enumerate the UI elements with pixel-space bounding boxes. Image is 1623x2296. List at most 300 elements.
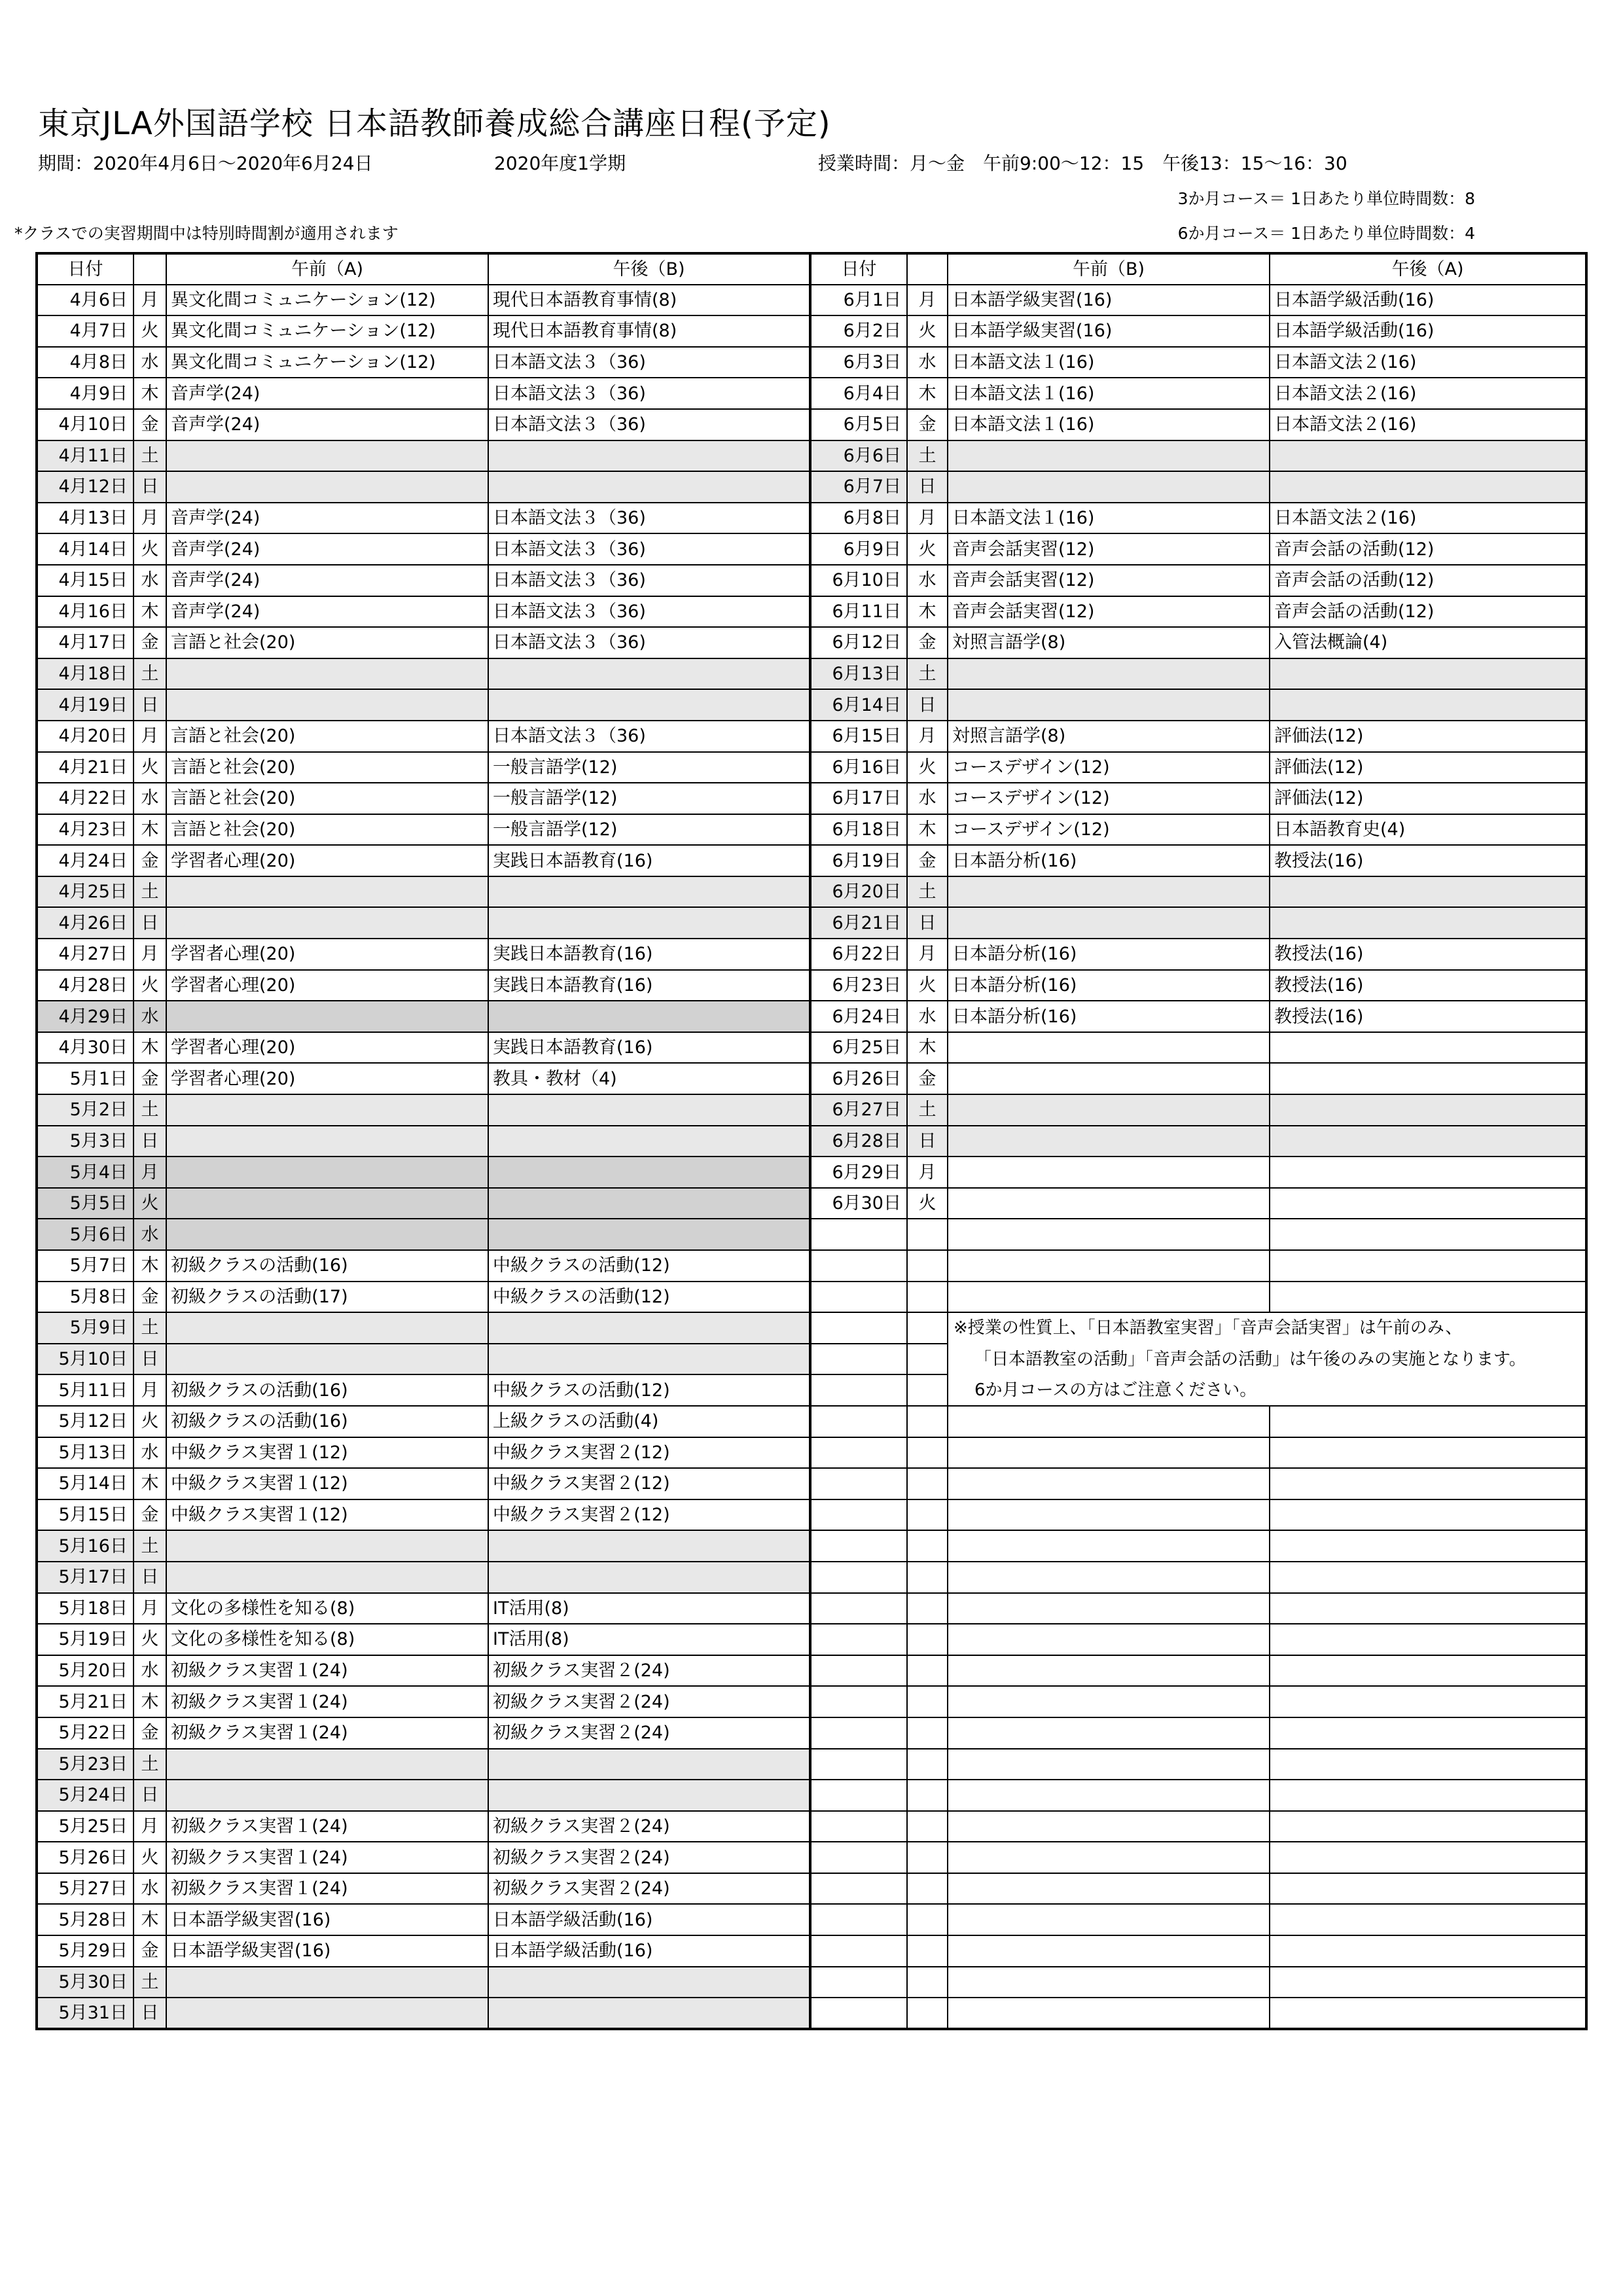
right-am-cell: 対照言語学(8) [948, 627, 1270, 658]
right-date-cell: 6月11日 [810, 596, 907, 628]
left-am-cell: 中級クラス実習１(12) [166, 1468, 488, 1499]
right-pm-cell [1270, 1530, 1586, 1562]
left-dow-cell: 木 [134, 378, 166, 409]
left-am-cell: 初級クラスの活動(16) [166, 1374, 488, 1406]
left-date-cell: 5月29日 [37, 1935, 134, 1967]
left-date-cell: 5月8日 [37, 1282, 134, 1313]
left-pm-cell: 実践日本語教育(16) [488, 939, 810, 970]
right-dow-cell: 木 [907, 814, 948, 846]
right-am-cell: 日本語文法１(16) [948, 503, 1270, 534]
left-am-cell [166, 1562, 488, 1593]
right-dow-cell: 火 [907, 970, 948, 1001]
schedule-row [37, 907, 1586, 939]
left-dow-cell: 水 [134, 565, 166, 596]
left-am-cell [166, 689, 488, 721]
schedule-row [37, 1655, 1586, 1687]
left-pm-cell [488, 1126, 810, 1157]
left-dow-cell: 水 [134, 1437, 166, 1469]
right-am-cell [948, 1593, 1270, 1624]
left-dow-cell: 木 [134, 814, 166, 846]
right-am-cell [948, 1624, 1270, 1655]
right-date-cell [810, 1624, 907, 1655]
schedule-row [37, 1437, 1586, 1469]
right-date-cell [810, 1499, 907, 1531]
left-pm-cell [488, 1344, 810, 1375]
right-pm-cell [1270, 1935, 1586, 1967]
left-am-cell: 日本語学級実習(16) [166, 1904, 488, 1935]
schedule-row [37, 1468, 1586, 1499]
right-date-cell [810, 1998, 907, 2029]
schedule-row [37, 1998, 1586, 2029]
left-am-cell: 言語と社会(20) [166, 783, 488, 814]
right-pm-cell: 音声会話の活動(12) [1270, 565, 1586, 596]
right-am-cell [948, 907, 1270, 939]
right-dow-cell [907, 1967, 948, 1998]
right-pm-cell [1270, 1406, 1586, 1437]
schedule-row [37, 876, 1586, 908]
left-date-cell: 5月21日 [37, 1686, 134, 1717]
right-pm-cell [1270, 1437, 1586, 1469]
left-dow-cell: 木 [134, 1250, 166, 1282]
right-am-cell [948, 1686, 1270, 1717]
left-pm-cell [488, 1094, 810, 1126]
left-dow-cell: 土 [134, 440, 166, 472]
right-dow-cell [907, 1998, 948, 2029]
right-am-cell [948, 471, 1270, 503]
right-pm-cell: 日本語学級活動(16) [1270, 315, 1586, 347]
schedule-row [37, 1499, 1586, 1531]
left-date-cell: 4月13日 [37, 503, 134, 534]
left-dow-cell: 火 [134, 315, 166, 347]
right-date-cell [810, 1530, 907, 1562]
right-pm-cell [1270, 876, 1586, 908]
left-dow-cell: 木 [134, 596, 166, 628]
right-pm-cell [1270, 907, 1586, 939]
left-date-cell: 5月9日 [37, 1312, 134, 1344]
left-dow-cell: 土 [134, 1749, 166, 1780]
right-date-cell: 6月25日 [810, 1032, 907, 1064]
left-date-cell: 4月19日 [37, 689, 134, 721]
schedule-row [37, 1717, 1586, 1749]
left-dow-cell: 日 [134, 471, 166, 503]
right-pm-cell: 日本語文法２(16) [1270, 378, 1586, 409]
left-am-cell: 中級クラス実習１(12) [166, 1437, 488, 1469]
schedule-row [37, 1530, 1586, 1562]
left-dow-cell: 木 [134, 1032, 166, 1064]
header-row [37, 253, 1586, 285]
left-dow-cell: 金 [134, 1282, 166, 1313]
left-date-cell: 5月16日 [37, 1530, 134, 1562]
right-dow-cell [907, 1374, 948, 1406]
left-dow-cell: 木 [134, 1468, 166, 1499]
left-date-cell: 5月14日 [37, 1468, 134, 1499]
right-pm-cell: 音声会話の活動(12) [1270, 533, 1586, 565]
left-dow-cell: 月 [134, 285, 166, 316]
right-pm-cell: 評価法(12) [1270, 783, 1586, 814]
schedule-row [37, 1094, 1586, 1126]
left-am-cell: 音声学(24) [166, 378, 488, 409]
right-am-cell [948, 1499, 1270, 1531]
left-date-cell: 5月26日 [37, 1842, 134, 1873]
left-date-cell: 5月27日 [37, 1873, 134, 1905]
left-pm-cell: IT活用(8) [488, 1593, 810, 1624]
col-header-dow-left [134, 253, 166, 285]
left-pm-cell: 現代日本語教育事情(8) [488, 285, 810, 316]
left-date-cell: 5月18日 [37, 1593, 134, 1624]
right-date-cell [810, 1904, 907, 1935]
left-date-cell: 4月10日 [37, 409, 134, 440]
right-pm-cell [1270, 1998, 1586, 2029]
right-am-cell [948, 1437, 1270, 1469]
schedule-row [37, 409, 1586, 440]
right-am-cell [948, 1780, 1270, 1811]
right-am-cell: 日本語文法１(16) [948, 378, 1270, 409]
left-dow-cell: 月 [134, 1811, 166, 1842]
schedule-row [37, 1344, 1586, 1375]
left-am-cell: 異文化間コミュニケーション(12) [166, 315, 488, 347]
left-am-cell: 音声学(24) [166, 565, 488, 596]
schedule-row [37, 1282, 1586, 1313]
right-pm-cell [1270, 1717, 1586, 1749]
right-pm-cell: 評価法(12) [1270, 721, 1586, 752]
left-pm-cell: 中級クラス実習２(12) [488, 1468, 810, 1499]
schedule-row [37, 1001, 1586, 1032]
left-date-cell: 5月1日 [37, 1063, 134, 1094]
left-am-cell [166, 1312, 488, 1344]
schedule-row [37, 1157, 1586, 1188]
right-date-cell [810, 1282, 907, 1313]
schedule-row [37, 1935, 1586, 1967]
right-pm-cell [1270, 1499, 1586, 1531]
right-dow-cell: 水 [907, 347, 948, 378]
left-pm-cell [488, 689, 810, 721]
left-am-cell: 異文化間コミュニケーション(12) [166, 347, 488, 378]
right-dow-cell: 土 [907, 440, 948, 472]
left-am-cell: 音声学(24) [166, 503, 488, 534]
left-dow-cell: 月 [134, 1374, 166, 1406]
right-pm-cell [1270, 1811, 1586, 1842]
right-date-cell: 6月30日 [810, 1188, 907, 1219]
right-am-cell: 日本語分析(16) [948, 939, 1270, 970]
right-pm-cell [1270, 1282, 1586, 1313]
left-dow-cell: 金 [134, 845, 166, 876]
left-am-cell [166, 1998, 488, 2029]
right-pm-cell [1270, 1063, 1586, 1094]
left-am-cell [166, 1749, 488, 1780]
right-dow-cell [907, 1624, 948, 1655]
right-pm-cell [1270, 471, 1586, 503]
left-date-cell: 5月23日 [37, 1749, 134, 1780]
left-am-cell: 言語と社会(20) [166, 627, 488, 658]
left-date-cell: 5月17日 [37, 1562, 134, 1593]
right-date-cell: 6月27日 [810, 1094, 907, 1126]
left-date-cell: 5月6日 [37, 1219, 134, 1250]
right-date-cell: 6月6日 [810, 440, 907, 472]
left-pm-cell [488, 1001, 810, 1032]
right-date-cell: 6月1日 [810, 285, 907, 316]
right-dow-cell: 土 [907, 1094, 948, 1126]
right-dow-cell: 月 [907, 285, 948, 316]
schedule-row [37, 752, 1586, 783]
right-pm-cell [1270, 689, 1586, 721]
schedule-row [37, 347, 1586, 378]
right-am-cell: 音声会話実習(12) [948, 533, 1270, 565]
left-pm-cell [488, 876, 810, 908]
schedule-row [37, 533, 1586, 565]
left-date-cell: 4月16日 [37, 596, 134, 628]
right-pm-cell [1270, 1250, 1586, 1282]
term-text: 2020年度1学期 [494, 152, 626, 174]
schedule-row [37, 1967, 1586, 1998]
right-date-cell [810, 1780, 907, 1811]
left-date-cell: 5月5日 [37, 1188, 134, 1219]
right-date-cell: 6月21日 [810, 907, 907, 939]
left-pm-cell: 日本語文法３（36) [488, 596, 810, 628]
right-date-cell [810, 1406, 907, 1437]
special-note-text: *クラスでの実習期間中は特別時間割が適用されます [14, 224, 399, 243]
left-am-cell [166, 1157, 488, 1188]
left-pm-cell: 中級クラスの活動(12) [488, 1374, 810, 1406]
schedule-row [37, 1188, 1586, 1219]
right-am-cell: 音声会話実習(12) [948, 596, 1270, 628]
left-dow-cell: 金 [134, 1499, 166, 1531]
left-pm-cell [488, 1562, 810, 1593]
left-pm-cell [488, 1312, 810, 1344]
col-header-pm-right: 午後（A) [1270, 253, 1586, 285]
col-header-am-left: 午前（A) [166, 253, 488, 285]
right-am-cell [948, 1468, 1270, 1499]
right-date-cell [810, 1593, 907, 1624]
left-pm-cell: 日本語文法３（36) [488, 503, 810, 534]
schedule-row [37, 1219, 1586, 1250]
left-pm-cell: 実践日本語教育(16) [488, 1032, 810, 1064]
schedule-row [37, 1406, 1586, 1437]
right-dow-cell [907, 1219, 948, 1250]
schedule-row [37, 658, 1586, 690]
left-date-cell: 4月21日 [37, 752, 134, 783]
schedule-row [37, 565, 1586, 596]
right-pm-cell: 入管法概論(4) [1270, 627, 1586, 658]
left-pm-cell [488, 1749, 810, 1780]
right-am-cell [948, 1811, 1270, 1842]
right-dow-cell [907, 1562, 948, 1593]
right-dow-cell: 水 [907, 783, 948, 814]
right-am-cell [948, 1219, 1270, 1250]
schedule-row [37, 1312, 1586, 1344]
right-dow-cell: 月 [907, 721, 948, 752]
left-dow-cell: 日 [134, 1126, 166, 1157]
right-pm-cell [1270, 1094, 1586, 1126]
left-date-cell: 5月28日 [37, 1904, 134, 1935]
left-dow-cell: 火 [134, 1624, 166, 1655]
right-dow-cell: 日 [907, 1126, 948, 1157]
right-dow-cell: 火 [907, 1188, 948, 1219]
left-dow-cell: 日 [134, 1780, 166, 1811]
schedule-row [37, 315, 1586, 347]
right-pm-cell [1270, 1188, 1586, 1219]
right-date-cell: 6月26日 [810, 1063, 907, 1094]
left-date-cell: 4月26日 [37, 907, 134, 939]
right-dow-cell [907, 1811, 948, 1842]
right-am-cell [948, 1749, 1270, 1780]
left-am-cell: 初級クラス実習１(24) [166, 1655, 488, 1687]
right-dow-cell: 火 [907, 315, 948, 347]
right-am-cell [948, 1530, 1270, 1562]
right-dow-cell: 金 [907, 1063, 948, 1094]
left-dow-cell: 水 [134, 1219, 166, 1250]
left-pm-cell: 中級クラス実習２(12) [488, 1437, 810, 1469]
left-pm-cell [488, 1219, 810, 1250]
left-date-cell: 5月24日 [37, 1780, 134, 1811]
right-date-cell: 6月20日 [810, 876, 907, 908]
left-pm-cell: 実践日本語教育(16) [488, 970, 810, 1001]
right-date-cell [810, 1842, 907, 1873]
right-dow-cell: 木 [907, 596, 948, 628]
left-am-cell [166, 1126, 488, 1157]
right-am-cell: 音声会話実習(12) [948, 565, 1270, 596]
left-am-cell: 初級クラス実習１(24) [166, 1842, 488, 1873]
schedule-row [37, 471, 1586, 503]
left-pm-cell: 初級クラス実習２(24) [488, 1842, 810, 1873]
right-am-cell [948, 1904, 1270, 1935]
notice-line: 6か月コースの方はご注意ください。 [948, 1374, 1586, 1406]
right-dow-cell: 金 [907, 627, 948, 658]
right-date-cell [810, 1686, 907, 1717]
left-am-cell [166, 1094, 488, 1126]
left-dow-cell: 火 [134, 533, 166, 565]
right-date-cell: 6月19日 [810, 845, 907, 876]
right-am-cell: 日本語学級実習(16) [948, 285, 1270, 316]
right-am-cell [948, 1842, 1270, 1873]
left-date-cell: 4月14日 [37, 533, 134, 565]
left-am-cell: 日本語学級実習(16) [166, 1935, 488, 1967]
left-am-cell: 文化の多様性を知る(8) [166, 1593, 488, 1624]
right-dow-cell: 木 [907, 1032, 948, 1064]
right-date-cell: 6月5日 [810, 409, 907, 440]
right-pm-cell [1270, 1842, 1586, 1873]
left-dow-cell: 金 [134, 627, 166, 658]
right-pm-cell: 音声会話の活動(12) [1270, 596, 1586, 628]
right-date-cell [810, 1468, 907, 1499]
right-am-cell: 対照言語学(8) [948, 721, 1270, 752]
left-pm-cell [488, 658, 810, 690]
schedule-row [37, 783, 1586, 814]
left-date-cell: 4月20日 [37, 721, 134, 752]
period-text: 期間：2020年4月6日～2020年6月24日 [38, 152, 373, 174]
right-dow-cell [907, 1842, 948, 1873]
right-pm-cell [1270, 1655, 1586, 1687]
right-date-cell [810, 1749, 907, 1780]
schedule-row [37, 596, 1586, 628]
right-am-cell [948, 1032, 1270, 1064]
left-pm-cell [488, 440, 810, 472]
schedule-row [37, 1749, 1586, 1780]
right-date-cell: 6月9日 [810, 533, 907, 565]
left-am-cell: 言語と社会(20) [166, 814, 488, 846]
right-dow-cell [907, 1344, 948, 1375]
left-dow-cell: 日 [134, 1562, 166, 1593]
left-dow-cell: 日 [134, 907, 166, 939]
right-am-cell: 日本語分析(16) [948, 970, 1270, 1001]
schedule-row [37, 939, 1586, 970]
left-am-cell [166, 1530, 488, 1562]
left-pm-cell [488, 1780, 810, 1811]
schedule-row [37, 285, 1586, 316]
right-am-cell: 日本語文法１(16) [948, 409, 1270, 440]
left-dow-cell: 日 [134, 1344, 166, 1375]
right-dow-cell: 水 [907, 1001, 948, 1032]
right-pm-cell [1270, 1624, 1586, 1655]
right-pm-cell: 評価法(12) [1270, 752, 1586, 783]
left-date-cell: 5月30日 [37, 1967, 134, 1998]
left-am-cell: 言語と社会(20) [166, 721, 488, 752]
right-am-cell [948, 1063, 1270, 1094]
schedule-row [37, 1842, 1586, 1873]
schedule-row [37, 845, 1586, 876]
right-dow-cell [907, 1935, 948, 1967]
left-am-cell [166, 440, 488, 472]
left-am-cell [166, 1001, 488, 1032]
schedule-row [37, 814, 1586, 846]
right-date-cell: 6月23日 [810, 970, 907, 1001]
right-am-cell [948, 1562, 1270, 1593]
right-date-cell: 6月18日 [810, 814, 907, 846]
left-dow-cell: 水 [134, 783, 166, 814]
left-am-cell [166, 1967, 488, 1998]
left-date-cell: 4月15日 [37, 565, 134, 596]
left-date-cell: 4月7日 [37, 315, 134, 347]
notice-line: 「日本語教室の活動」「音声会話の活動」は午後のみの実施となります。 [948, 1344, 1586, 1375]
right-pm-cell: 日本語文法２(16) [1270, 347, 1586, 378]
schedule-row [37, 1873, 1586, 1905]
right-dow-cell: 金 [907, 845, 948, 876]
left-am-cell: 初級クラスの活動(16) [166, 1406, 488, 1437]
schedule-row [37, 378, 1586, 409]
left-pm-cell: 日本語文法３（36) [488, 347, 810, 378]
left-am-cell: 初級クラスの活動(16) [166, 1250, 488, 1282]
left-date-cell: 5月22日 [37, 1717, 134, 1749]
right-pm-cell [1270, 658, 1586, 690]
right-pm-cell [1270, 1032, 1586, 1064]
right-am-cell: 日本語分析(16) [948, 1001, 1270, 1032]
col-header-am-right: 午前（B) [948, 253, 1270, 285]
right-dow-cell [907, 1282, 948, 1313]
left-dow-cell: 土 [134, 1094, 166, 1126]
right-am-cell: 日本語文法１(16) [948, 347, 1270, 378]
left-am-cell: 異文化間コミュニケーション(12) [166, 285, 488, 316]
right-date-cell: 6月29日 [810, 1157, 907, 1188]
right-date-cell [810, 1312, 907, 1344]
right-date-cell: 6月28日 [810, 1126, 907, 1157]
left-am-cell: 初級クラスの活動(17) [166, 1282, 488, 1313]
left-pm-cell: 実践日本語教育(16) [488, 845, 810, 876]
left-pm-cell: 日本語文法３（36) [488, 627, 810, 658]
left-date-cell: 5月13日 [37, 1437, 134, 1469]
schedule-row [37, 627, 1586, 658]
right-dow-cell: 金 [907, 409, 948, 440]
right-dow-cell: 土 [907, 876, 948, 908]
right-am-cell [948, 689, 1270, 721]
left-dow-cell: 土 [134, 876, 166, 908]
left-pm-cell: 日本語文法３（36) [488, 565, 810, 596]
schedule-table [35, 252, 1588, 2030]
right-dow-cell [907, 1468, 948, 1499]
class-hours-text: 授業時間：月～金 午前9:00～12：15 午後13：15～16：30 [818, 152, 1347, 174]
left-am-cell [166, 1344, 488, 1375]
left-dow-cell: 日 [134, 1998, 166, 2029]
left-am-cell: 学習者心理(20) [166, 845, 488, 876]
left-date-cell: 4月24日 [37, 845, 134, 876]
